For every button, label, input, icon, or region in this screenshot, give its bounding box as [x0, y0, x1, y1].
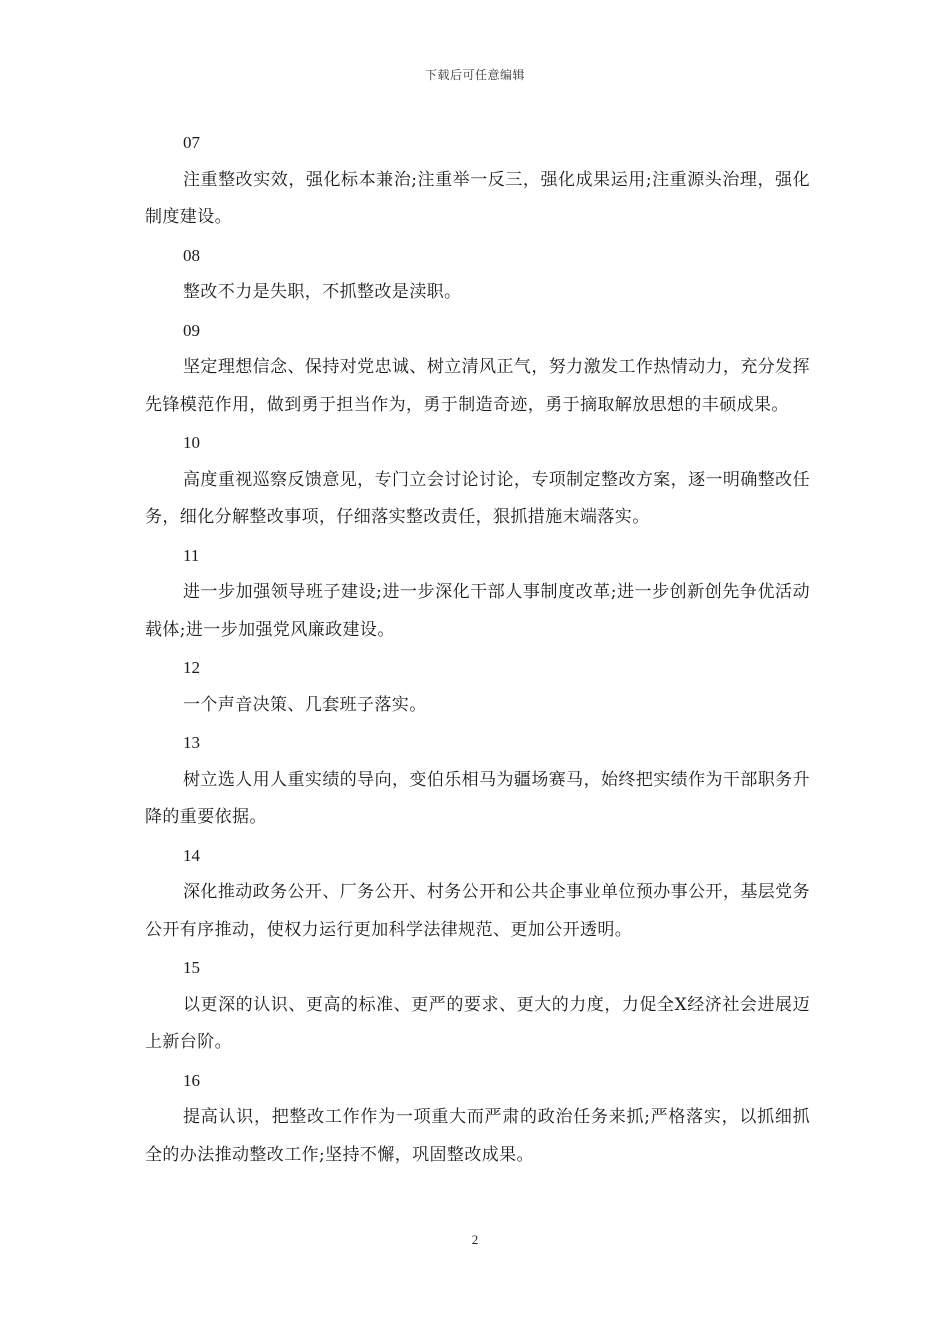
item-text: 坚定理想信念、保持对党忠诚、树立清风正气，努力激发工作热情动力，充分发挥先锋模范作用，做到勇于担当作为，勇于制造奇迹，勇于摘取解放思想的丰硕成果。	[145, 357, 810, 415]
item-text: 提高认识，把整改工作作为一项重大而严肃的政治任务来抓;严格落实，以抓细抓全的办法推动整改工作;坚持不懈，巩固整改成果。	[145, 1107, 810, 1165]
item-text: 整改不力是失职，不抓整改是渎职。	[183, 282, 462, 302]
item-text: 进一步加强领导班子建设;进一步深化干部人事制度改革;进一步创新创先争优活动载体;进一步加强党风廉政建设。	[145, 582, 810, 640]
item-07	[145, 124, 810, 237]
item-text: 高度重视巡察反馈意见，专门立会讨论讨论，专项制定整改方案，逐一明确整改任务，细化分解整改事项，仔细落实整改责任，狠抓措施末端落实。	[145, 469, 810, 527]
item-number: 13	[183, 733, 200, 752]
item-number: 08	[183, 245, 200, 265]
item-text: 注重整改实效，强化标本兼治;注重举一反三，强化成果运用;注重源头治理，强化制度建设。	[145, 169, 810, 227]
item-text: 深化推动政务公开、厂务公开、村务公开和公共企事业单位预办事公开，基层党务公开有序推动，使权力运行更加科学法律规范、更加公开透明。	[145, 882, 810, 940]
item-text: 以更深的认识、更高的标准、更严的要求、更大的力度，力促全X经济社会进展迈上新台阶。	[145, 994, 810, 1052]
item-number: 14	[183, 845, 200, 865]
item-text: 一个声音决策、几套班子落实。	[183, 694, 427, 715]
item-13	[145, 724, 810, 837]
item-text: 树立选人用人重实绩的导向，变伯乐相马为疆场赛马，始终把实绩作为干部职务升降的重要依据。	[145, 769, 810, 827]
item-12	[145, 649, 810, 724]
item-10	[145, 424, 810, 537]
item-number: 12	[183, 658, 200, 677]
item-16	[145, 1062, 810, 1175]
item-number: 11	[183, 545, 200, 565]
page-number: 2	[471, 1232, 479, 1247]
item-14	[145, 837, 810, 950]
item-number: 16	[183, 1070, 200, 1090]
item-11	[145, 537, 810, 650]
document-body	[145, 124, 810, 1174]
item-09	[145, 312, 810, 425]
item-number: 07	[183, 133, 200, 152]
item-08	[145, 237, 810, 312]
item-number: 15	[183, 958, 200, 977]
item-15	[145, 949, 810, 1062]
item-number: 10	[183, 433, 200, 452]
page-header: 下载后可任意编辑	[424, 68, 525, 82]
item-number: 09	[183, 320, 200, 340]
